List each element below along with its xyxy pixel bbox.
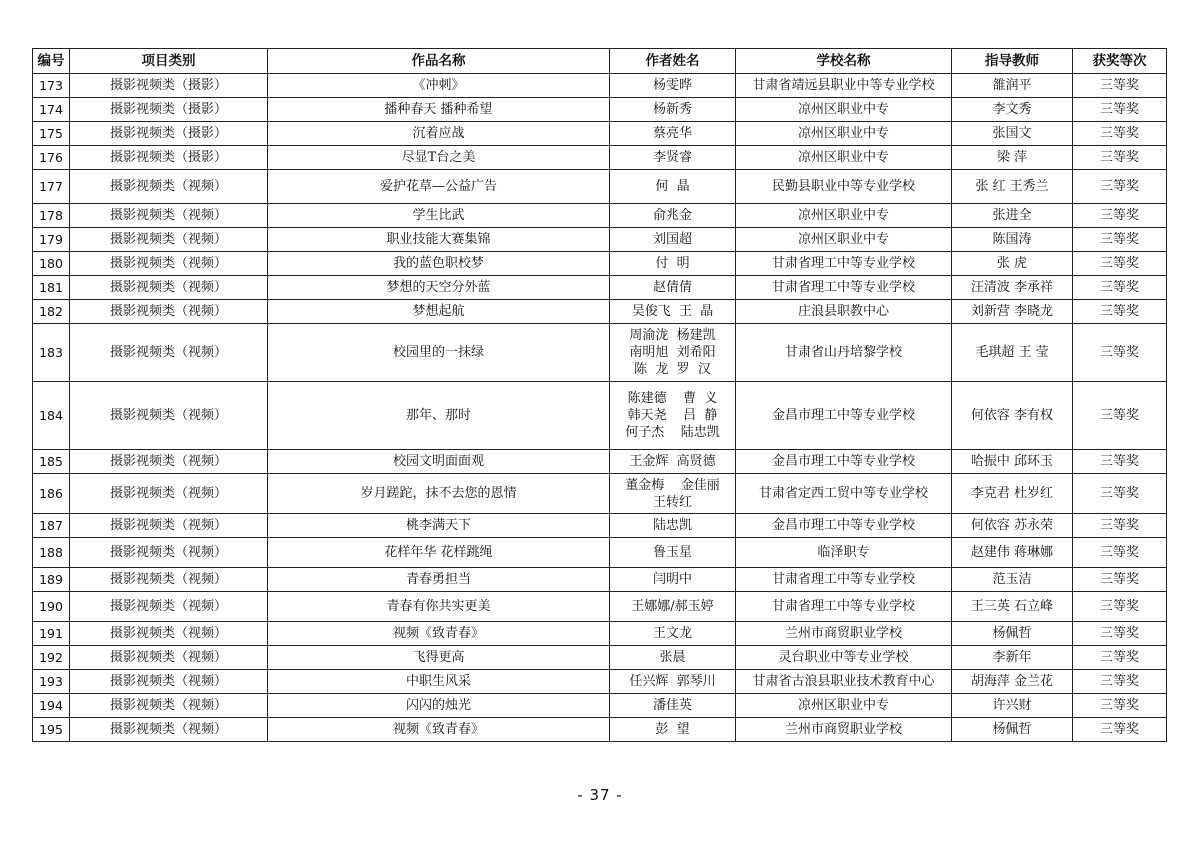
row-category: 摄影视频类（视频）: [70, 718, 268, 742]
table-row: [33, 204, 1167, 228]
row-award: 三等奖: [1073, 538, 1167, 568]
table-row: [33, 646, 1167, 670]
row-work-title: 《冲刺》: [268, 74, 610, 98]
row-authors: 吴俊飞 王 晶: [610, 300, 736, 324]
table-row: [33, 568, 1167, 592]
table-row: [33, 300, 1167, 324]
row-teacher: 张 红 王秀兰: [952, 170, 1073, 204]
row-number: 190: [33, 592, 70, 622]
row-award: 三等奖: [1073, 450, 1167, 474]
row-award: 三等奖: [1073, 276, 1167, 300]
row-school: 灵台职业中等专业学校: [736, 646, 952, 670]
row-work-title: 中职生风采: [268, 670, 610, 694]
row-authors: 王文龙: [610, 622, 736, 646]
row-award: 三等奖: [1073, 252, 1167, 276]
row-authors: 刘国超: [610, 228, 736, 252]
header-teacher: 指导教师: [952, 49, 1073, 74]
row-award: 三等奖: [1073, 646, 1167, 670]
row-number: 184: [33, 382, 70, 450]
row-category: 摄影视频类（摄影）: [70, 74, 268, 98]
row-teacher: 张进全: [952, 204, 1073, 228]
row-category: 摄影视频类（视频）: [70, 646, 268, 670]
table-row: [33, 324, 1167, 382]
row-award: 三等奖: [1073, 170, 1167, 204]
row-teacher: 李文秀: [952, 98, 1073, 122]
row-number: 181: [33, 276, 70, 300]
row-work-title: 花样年华 花样跳绳: [268, 538, 610, 568]
row-number: 186: [33, 474, 70, 514]
table-row: [33, 146, 1167, 170]
row-work-title: 视频《致青春》: [268, 718, 610, 742]
header-number: 编号: [33, 49, 70, 74]
row-number: 192: [33, 646, 70, 670]
row-work-title: 我的蓝色职校梦: [268, 252, 610, 276]
row-category: 摄影视频类（视频）: [70, 538, 268, 568]
row-school: 甘肃省靖远县职业中等专业学校: [736, 74, 952, 98]
row-authors: 蔡亮华: [610, 122, 736, 146]
row-award: 三等奖: [1073, 718, 1167, 742]
row-school: 甘肃省定西工贸中等专业学校: [736, 474, 952, 514]
header-authors: 作者姓名: [610, 49, 736, 74]
row-category: 摄影视频类（视频）: [70, 670, 268, 694]
row-category: 摄影视频类（视频）: [70, 252, 268, 276]
row-work-title: 桃李满天下: [268, 514, 610, 538]
row-work-title: 梦想的天空分外蓝: [268, 276, 610, 300]
row-award: 三等奖: [1073, 204, 1167, 228]
page-number: - 37 -: [577, 786, 623, 804]
row-authors: 鲁玉星: [610, 538, 736, 568]
row-category: 摄影视频类（视频）: [70, 170, 268, 204]
row-work-title: 爱护花草—公益广告: [268, 170, 610, 204]
row-work-title: 校园里的一抹绿: [268, 324, 610, 382]
row-category: 摄影视频类（视频）: [70, 382, 268, 450]
table-row: [33, 98, 1167, 122]
table-row: [33, 228, 1167, 252]
row-teacher: 王三英 石立峰: [952, 592, 1073, 622]
row-authors: 张晨: [610, 646, 736, 670]
row-school: 金昌市理工中等专业学校: [736, 450, 952, 474]
row-award: 三等奖: [1073, 670, 1167, 694]
table-row: [33, 382, 1167, 450]
row-number: 178: [33, 204, 70, 228]
row-authors: 王娜娜/郝玉婷: [610, 592, 736, 622]
header-award: 获奖等次: [1073, 49, 1167, 74]
row-category: 摄影视频类（视频）: [70, 276, 268, 300]
row-award: 三等奖: [1073, 568, 1167, 592]
row-authors: 任兴辉 郭琴川: [610, 670, 736, 694]
row-number: 187: [33, 514, 70, 538]
row-number: 194: [33, 694, 70, 718]
row-school: 庄浪县职教中心: [736, 300, 952, 324]
award-table: [32, 48, 1167, 742]
row-number: 185: [33, 450, 70, 474]
row-teacher: 范玉洁: [952, 568, 1073, 592]
table-row: [33, 694, 1167, 718]
row-school: 甘肃省理工中等专业学校: [736, 568, 952, 592]
row-number: 174: [33, 98, 70, 122]
row-teacher: 何依容 李有权: [952, 382, 1073, 450]
row-authors: 杨雯晔: [610, 74, 736, 98]
table-row: [33, 122, 1167, 146]
row-teacher: 胡海萍 金兰花: [952, 670, 1073, 694]
row-teacher: 张 虎: [952, 252, 1073, 276]
header-category: 项目类别: [70, 49, 268, 74]
row-number: 183: [33, 324, 70, 382]
row-teacher: 李新年: [952, 646, 1073, 670]
row-authors: 俞兆金: [610, 204, 736, 228]
row-work-title: 闪闪的烛光: [268, 694, 610, 718]
row-award: 三等奖: [1073, 228, 1167, 252]
row-number: 189: [33, 568, 70, 592]
row-category: 摄影视频类（视频）: [70, 514, 268, 538]
row-authors: 陈建德 曹 义 韩天尧 吕 静 何子杰 陆忠凯: [610, 382, 736, 450]
row-school: 甘肃省理工中等专业学校: [736, 592, 952, 622]
row-work-title: 青春勇担当: [268, 568, 610, 592]
row-award: 三等奖: [1073, 98, 1167, 122]
row-work-title: 职业技能大赛集锦: [268, 228, 610, 252]
table-row: [33, 474, 1167, 514]
row-category: 摄影视频类（摄影）: [70, 146, 268, 170]
row-school: 民勤县职业中等专业学校: [736, 170, 952, 204]
row-category: 摄影视频类（视频）: [70, 204, 268, 228]
row-teacher: 杨佩哲: [952, 718, 1073, 742]
row-school: 甘肃省理工中等专业学校: [736, 252, 952, 276]
row-authors: 王金辉 高贤德: [610, 450, 736, 474]
row-school: 金昌市理工中等专业学校: [736, 382, 952, 450]
row-authors: 陆忠凯: [610, 514, 736, 538]
row-teacher: 赵建伟 蒋琳娜: [952, 538, 1073, 568]
row-work-title: 学生比武: [268, 204, 610, 228]
row-category: 摄影视频类（视频）: [70, 324, 268, 382]
row-award: 三等奖: [1073, 122, 1167, 146]
row-award: 三等奖: [1073, 592, 1167, 622]
row-award: 三等奖: [1073, 514, 1167, 538]
row-category: 摄影视频类（视频）: [70, 592, 268, 622]
row-school: 凉州区职业中专: [736, 228, 952, 252]
row-number: 193: [33, 670, 70, 694]
row-school: 兰州市商贸职业学校: [736, 718, 952, 742]
row-number: 176: [33, 146, 70, 170]
row-work-title: 梦想起航: [268, 300, 610, 324]
row-category: 摄影视频类（视频）: [70, 450, 268, 474]
row-work-title: 青春有你共实更美: [268, 592, 610, 622]
row-work-title: 校园文明面面观: [268, 450, 610, 474]
table-row: [33, 276, 1167, 300]
table-row: [33, 170, 1167, 204]
row-number: 188: [33, 538, 70, 568]
row-school: 金昌市理工中等专业学校: [736, 514, 952, 538]
row-number: 195: [33, 718, 70, 742]
row-authors: 彭 望: [610, 718, 736, 742]
row-category: 摄影视频类（摄影）: [70, 122, 268, 146]
row-teacher: 毛琪超 王 莹: [952, 324, 1073, 382]
row-number: 191: [33, 622, 70, 646]
row-teacher: 张国文: [952, 122, 1073, 146]
row-award: 三等奖: [1073, 146, 1167, 170]
row-work-title: 尽显T台之美: [268, 146, 610, 170]
row-number: 175: [33, 122, 70, 146]
row-number: 173: [33, 74, 70, 98]
row-teacher: 刘新营 李晓龙: [952, 300, 1073, 324]
row-school: 临泽职专: [736, 538, 952, 568]
row-teacher: 杨佩哲: [952, 622, 1073, 646]
row-school: 凉州区职业中专: [736, 694, 952, 718]
header-school: 学校名称: [736, 49, 952, 74]
row-authors: 李贤睿: [610, 146, 736, 170]
row-school: 凉州区职业中专: [736, 98, 952, 122]
row-school: 凉州区职业中专: [736, 122, 952, 146]
row-category: 摄影视频类（视频）: [70, 622, 268, 646]
row-work-title: 那年、那时: [268, 382, 610, 450]
row-work-title: 播种春天 播种希望: [268, 98, 610, 122]
row-award: 三等奖: [1073, 474, 1167, 514]
row-number: 180: [33, 252, 70, 276]
row-category: 摄影视频类（摄影）: [70, 98, 268, 122]
row-school: 兰州市商贸职业学校: [736, 622, 952, 646]
row-school: 甘肃省古浪县职业技术教育中心: [736, 670, 952, 694]
table-row: [33, 450, 1167, 474]
row-school: 凉州区职业中专: [736, 204, 952, 228]
row-school: 甘肃省山丹培黎学校: [736, 324, 952, 382]
row-authors: 赵倩倩: [610, 276, 736, 300]
row-teacher: 哈振中 邱环玉: [952, 450, 1073, 474]
row-award: 三等奖: [1073, 74, 1167, 98]
row-authors: 周渝泷 杨建凯 南明旭 刘希阳 陈 龙 罗 汉: [610, 324, 736, 382]
row-award: 三等奖: [1073, 382, 1167, 450]
row-authors: 何 晶: [610, 170, 736, 204]
row-category: 摄影视频类（视频）: [70, 228, 268, 252]
row-school: 甘肃省理工中等专业学校: [736, 276, 952, 300]
row-work-title: 沉着应战: [268, 122, 610, 146]
row-teacher: 梁 萍: [952, 146, 1073, 170]
row-award: 三等奖: [1073, 300, 1167, 324]
row-work-title: 飞得更高: [268, 646, 610, 670]
header-work-title: 作品名称: [268, 49, 610, 74]
row-award: 三等奖: [1073, 622, 1167, 646]
row-teacher: 陈国涛: [952, 228, 1073, 252]
table-row: [33, 622, 1167, 646]
row-award: 三等奖: [1073, 324, 1167, 382]
row-authors: 潘佳英: [610, 694, 736, 718]
table-row: [33, 74, 1167, 98]
row-teacher: 汪清波 李承祥: [952, 276, 1073, 300]
table-row: [33, 514, 1167, 538]
table-row: [33, 538, 1167, 568]
row-work-title: 岁月蹉跎，抹不去您的恩情: [268, 474, 610, 514]
row-category: 摄影视频类（视频）: [70, 568, 268, 592]
row-school: 凉州区职业中专: [736, 146, 952, 170]
row-teacher: 雒润平: [952, 74, 1073, 98]
row-authors: 董金梅 金佳丽 王转红: [610, 474, 736, 514]
row-category: 摄影视频类（视频）: [70, 300, 268, 324]
row-teacher: 何依容 苏永荣: [952, 514, 1073, 538]
row-number: 177: [33, 170, 70, 204]
table-row: [33, 592, 1167, 622]
row-number: 179: [33, 228, 70, 252]
row-category: 摄影视频类（视频）: [70, 474, 268, 514]
row-category: 摄影视频类（视频）: [70, 694, 268, 718]
row-award: 三等奖: [1073, 694, 1167, 718]
table-row: [33, 670, 1167, 694]
row-teacher: 李克君 杜岁红: [952, 474, 1073, 514]
row-authors: 付 明: [610, 252, 736, 276]
table-row: [33, 252, 1167, 276]
row-teacher: 许兴财: [952, 694, 1073, 718]
table-row: [33, 718, 1167, 742]
table-header-row: [33, 49, 1167, 74]
row-authors: 杨新秀: [610, 98, 736, 122]
row-number: 182: [33, 300, 70, 324]
row-authors: 闫明中: [610, 568, 736, 592]
row-work-title: 视频《致青春》: [268, 622, 610, 646]
